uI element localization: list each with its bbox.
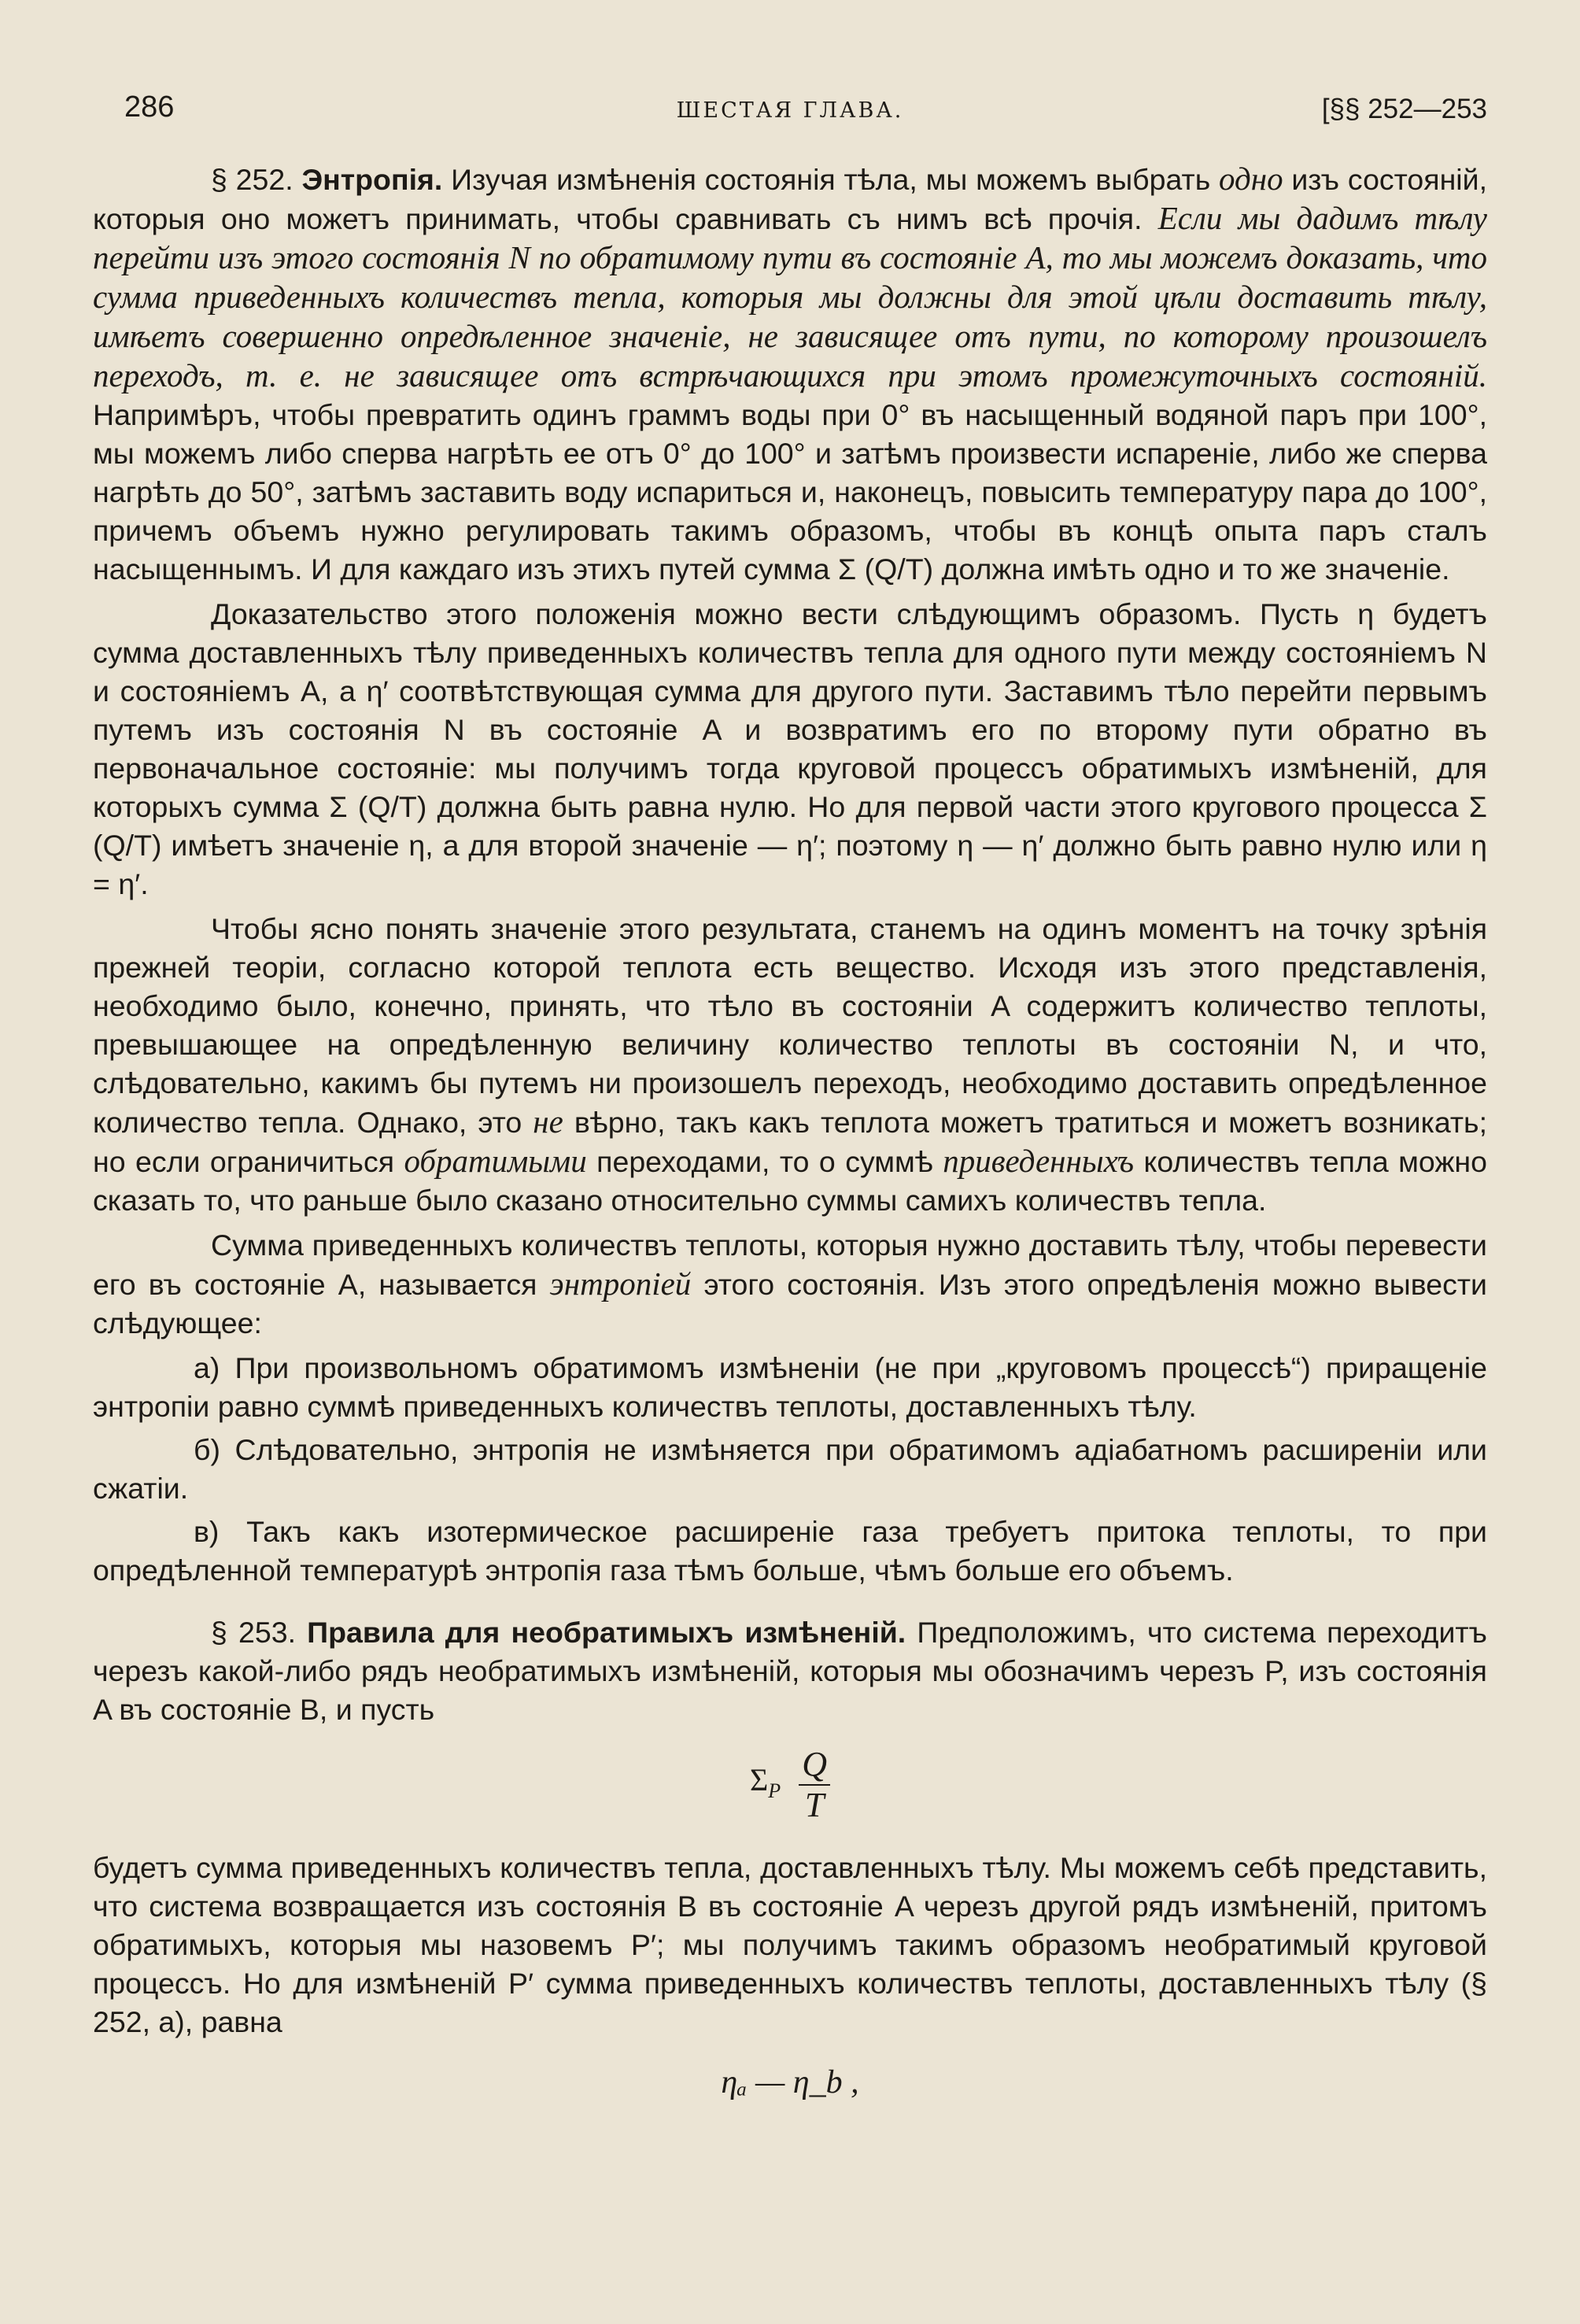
section-title: Правила для необратимыхъ измѣненій. [307, 1616, 906, 1649]
text-run: Напримѣръ, чтобы превратить одинъ граммъ воды при 0° въ насыщенный водяной паръ при 100°, мы можемъ либо сперва нагрѣть ее отъ 0° до 100° и затѣмъ произвести испареніе, либо же сперва нагрѣть до 50°, затѣмъ заставить воду испариться и, наконецъ, повысить температуру пара до 100°, причемъ объемъ нужно регулировать такимъ образомъ, чтобы въ концѣ опыта паръ сталъ насыщеннымъ. И для каждаго изъ этихъ путей сумма Σ (Q/T) должна имѣть одно и то же значеніе. [93, 398, 1487, 586]
text-run: этого состоянія. Изъ этого опредѣленія можно вывести слѣдующее: [93, 1268, 1487, 1339]
fraction [799, 1745, 830, 1825]
sum-formula [93, 1745, 1487, 1825]
section-range: [§§ 252—253 [1321, 94, 1487, 124]
text-run: вѣрно, такъ какъ теплота можетъ тратиться и можетъ возникать; но если ограничиться [93, 1106, 1488, 1178]
italic-run: одно [1219, 161, 1283, 197]
page-body [93, 160, 1487, 2102]
section-252-paragraph-2: Доказательство этого положенія можно вести слѣдующимъ образомъ. Пусть η будетъ сумма доставленныхъ тѣлу приведенныхъ количествъ тепла для одного пути между состояніемъ N и состояніемъ A, а η′ соотвѣтствующая сумма для другого пути. Заставимъ тѣло перейти первымъ путемъ изъ состоянія N въ состояніе A и возвратимъ его по второму пути обратно въ первоначальное состояніе: мы получимъ тогда круговой процессъ обратимыхъ измѣненій, для которыхъ сумма Σ (Q/T) должна быть равна нулю. Но для первой части этого кругового процесса Σ (Q/T) имѣетъ значеніе η, а для второй значеніе — η′; поэтому η — η′ должно быть равно нулю или η = η′. [93, 597, 1487, 900]
italic-run: не [533, 1103, 563, 1140]
text-run: Сумма приведенныхъ количествъ теплоты, которыя нужно доставить тѣлу, чтобы перевести его въ состояніе A, называется [93, 1229, 1487, 1301]
italic-run: энтропіей [549, 1265, 692, 1302]
entropy-difference-formula: ηₐ — η_b , [721, 2064, 859, 2100]
chapter-title: ШЕСТАЯ ГЛАВА. [676, 98, 904, 123]
section-253-paragraph-2: будетъ сумма приведенныхъ количествъ тепла, доставленныхъ тѣлу. Мы можемъ себѣ представить, что система возвращается изъ состоянія B въ состояніе A черезъ другой рядъ измѣненій, притомъ обратимыхъ, которыя мы назовемъ P′; мы получимъ такимъ образомъ необратимый круговой процессъ. Но для измѣненій P′ сумма приведенныхъ количествъ теплоты, доставленныхъ тѣлу (§ 252, а), равна [93, 1851, 1487, 2038]
page-number: 286 [124, 91, 175, 124]
italic-run: обратимыми [404, 1143, 587, 1179]
text-run: изъ состояній, которыя оно можетъ принимать, чтобы сравнивать съ нимъ всѣ прочія. [93, 163, 1488, 235]
fraction-numerator: Q [799, 1745, 830, 1786]
section-252-paragraph-1 [93, 160, 1487, 589]
list-item-b: б) Слѣдовательно, энтропія не измѣняется при обратимомъ адіабатномъ расширеніи или сжатіи. [93, 1433, 1487, 1505]
text-run: количествъ тепла можно сказать то, что раньше было сказано относительно суммы самихъ количествъ тепла. [93, 1145, 1487, 1217]
sigma-symbol [750, 1761, 781, 1802]
section-253-paragraph-1 [93, 1613, 1487, 1729]
fraction-denominator: T [804, 1786, 825, 1824]
sigma-glyph: Σ [750, 1761, 769, 1797]
italic-run: приведенныхъ [943, 1143, 1135, 1179]
text-run: Чтобы ясно понять значеніе этого результата, станемъ на одинъ моментъ на точку зрѣнія прежней теоріи, согласно которой теплота есть вещество. Исходя изъ этого представленія, необходимо было, конечно, принять, что тѣло въ состояніи A содержитъ количество теплоты, превышающее на опредѣленную величину количество теплоты въ состояніи N, и что, слѣдовательно, какимъ бы путемъ ни произошелъ переходъ, необходимо доставить опредѣленное количество тепла. Однако, это [93, 912, 1487, 1139]
running-header [93, 83, 1487, 130]
sigma-subscript: P [768, 1779, 781, 1802]
section-title: Энтропія. [301, 163, 443, 196]
text-run: Предположимъ, что система переходитъ черезъ какой-либо рядъ необратимыхъ измѣненій, которыя мы обозначимъ черезъ P, изъ состоянія A въ состояніе B, и пусть [93, 1616, 1487, 1726]
italic-statement: Если мы дадимъ тѣлу перейти изъ этого состоянія N по обратимому пути въ состояніе A, то мы можемъ доказать, что сумма приведенныхъ количествъ тепла, которыя мы должны для этой цѣли доставить тѣлу, имѣетъ совершенно опредѣленное значеніе, не зависящее отъ пути, по которому произошелъ переходъ, т. е. не зависящее отъ встрѣчающихся при этомъ промежуточныхъ состояній. [93, 200, 1487, 393]
section-number: § 253. [211, 1616, 296, 1649]
section-252-paragraph-4 [93, 1226, 1487, 1343]
section-number: § 252. [211, 163, 293, 196]
list-item-a: а) При произвольномъ обратимомъ измѣненіи (не при „круговомъ процессѣ“) приращеніе энтропіи равно суммѣ приведенныхъ количествъ теплоты, доставленныхъ тѣлу. [93, 1351, 1487, 1423]
list-item-c: в) Такъ какъ изотермическое расширеніе газа требуетъ притока теплоты, то при опредѣленной температурѣ энтропія газа тѣмъ больше, чѣмъ больше его объемъ. [93, 1515, 1487, 1587]
text-run: Изучая измѣненія состоянія тѣла, мы можемъ выбрать [442, 163, 1220, 196]
text-run: переходами, то о суммѣ [586, 1145, 943, 1178]
section-252-paragraph-3 [93, 910, 1487, 1220]
